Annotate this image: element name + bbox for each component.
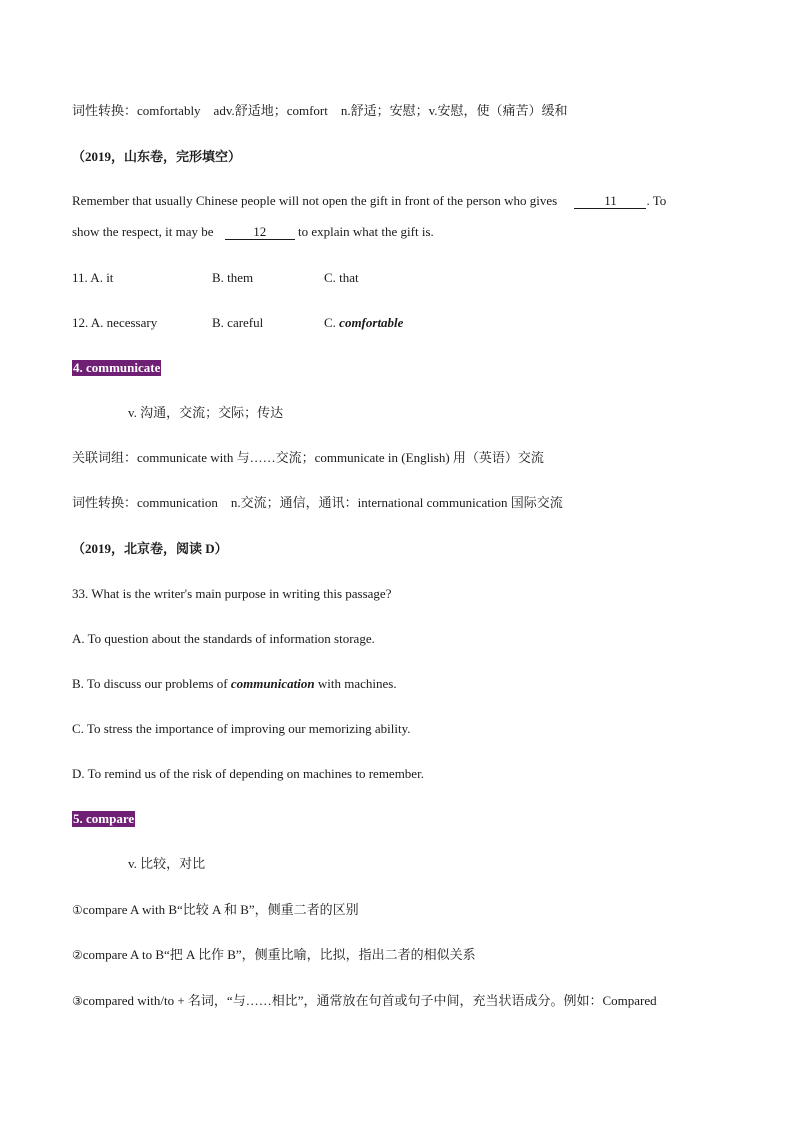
q11-option-c: C. that — [324, 270, 359, 285]
blank-11: 11 — [574, 194, 646, 209]
usage-item-3: ③compared with/to + 名词，“与……相比”，通常放在句首或句子中间，充当状语成分。例如：Compared — [72, 993, 657, 1008]
usage-item-1: ①compare A with B“比较 A 和 B”，侧重二者的区别 — [72, 902, 359, 917]
q12-option-b: B. careful — [212, 315, 264, 330]
q12-option-c: C. comfortable — [324, 315, 404, 330]
circled-number-3: ③ — [72, 994, 83, 1008]
q11-option-b: B. them — [212, 270, 254, 285]
q33-option-a: A. To question about the standards of information storage. — [72, 631, 375, 646]
section-heading-compare: 5. compare — [73, 811, 135, 826]
circled-number-1: ① — [72, 903, 83, 917]
related-phrases-line: 关联词组：communicate with 与……交流；communicate in (English) 用（英语）交流 — [72, 450, 544, 465]
circled-number-2: ② — [72, 948, 83, 962]
answer-word: comfortable — [339, 315, 404, 330]
word-conversion-line — [72, 102, 724, 120]
word-conversion-line-2: 词性转换：communication n.交流；通信，通讯：international communication 国际交流 — [72, 495, 563, 510]
definition-compare: v. 比较，对比 — [128, 856, 206, 871]
answer-word: communication — [230, 676, 315, 691]
conversion-text: comfortably adv.舒适地；comfort n.舒适；安慰；v.安慰，使（痛苦）缓和 — [137, 103, 568, 118]
q33-option-b: B. To discuss our problems of communication with machines. — [72, 676, 397, 691]
passage-line-1: Remember that usually Chinese people will not open the gift in front of the person who gives 11 . To — [72, 193, 667, 208]
q12-option-a: 12. A. necessary — [72, 315, 158, 330]
q33-option-d: D. To remind us of the risk of depending on machines to remember. — [72, 766, 424, 781]
q33-option-c: C. To stress the importance of improving our memorizing ability. — [72, 721, 411, 736]
exam-source: （2019，山东卷，完形填空） — [72, 149, 242, 164]
exam-source-2: （2019，北京卷，阅读 D） — [72, 541, 228, 556]
usage-item-2: ②compare A to B“把 A 比作 B”，侧重比喻，比拟，指出二者的相似关系 — [72, 947, 476, 962]
section-heading-communicate: 4. communicate — [73, 360, 161, 375]
q11-option-a: 11. A. it — [72, 270, 114, 285]
passage-line-2: show the respect, it may be 12 to explain what the gift is. — [72, 224, 434, 239]
conversion-label: 词性转换： — [72, 103, 138, 118]
blank-12: 12 — [225, 225, 295, 240]
question-33: 33. What is the writer's main purpose in writing this passage? — [72, 586, 392, 601]
definition-communicate: v. 沟通，交流；交际；传达 — [128, 405, 284, 420]
